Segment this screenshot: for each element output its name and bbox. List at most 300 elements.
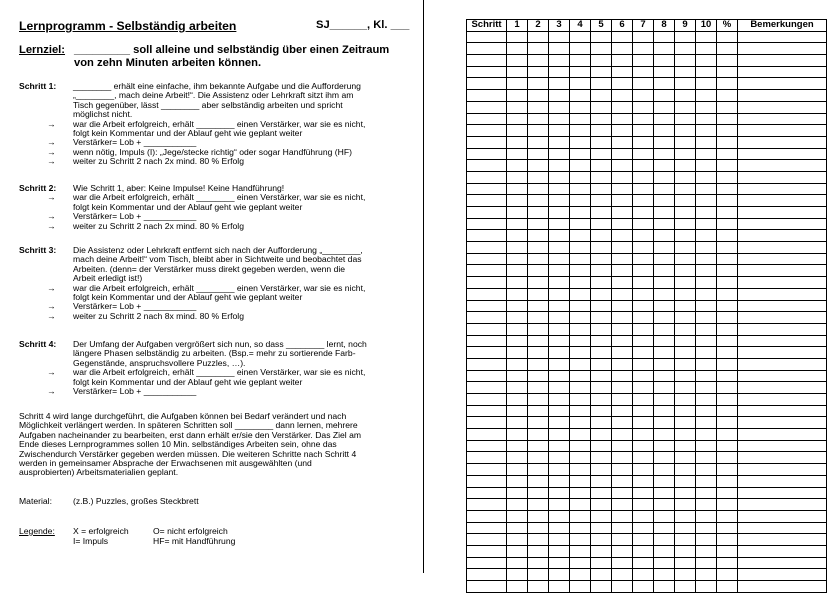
- table-cell[interactable]: [738, 335, 827, 347]
- table-cell[interactable]: [675, 253, 696, 265]
- table-cell[interactable]: [528, 335, 549, 347]
- table-cell[interactable]: [696, 113, 717, 125]
- table-cell[interactable]: [612, 125, 633, 137]
- table-cell[interactable]: [696, 300, 717, 312]
- table-cell[interactable]: [467, 288, 507, 300]
- table-cell[interactable]: [717, 300, 738, 312]
- table-cell[interactable]: [633, 358, 654, 370]
- table-cell[interactable]: [570, 218, 591, 230]
- table-cell[interactable]: [612, 288, 633, 300]
- table-cell[interactable]: [507, 323, 528, 335]
- table-cell[interactable]: [591, 55, 612, 67]
- table-cell[interactable]: [738, 242, 827, 254]
- table-cell[interactable]: [738, 230, 827, 242]
- table-cell[interactable]: [654, 136, 675, 148]
- table-cell[interactable]: [528, 382, 549, 394]
- table-cell[interactable]: [549, 487, 570, 499]
- table-cell[interactable]: [717, 43, 738, 55]
- table-cell[interactable]: [507, 300, 528, 312]
- table-cell[interactable]: [570, 557, 591, 569]
- table-cell[interactable]: [633, 499, 654, 511]
- table-cell[interactable]: [675, 148, 696, 160]
- table-cell[interactable]: [549, 113, 570, 125]
- table-cell[interactable]: [528, 300, 549, 312]
- table-cell[interactable]: [612, 569, 633, 581]
- table-cell[interactable]: [738, 300, 827, 312]
- table-cell[interactable]: [507, 230, 528, 242]
- table-cell[interactable]: [654, 265, 675, 277]
- table-cell[interactable]: [675, 581, 696, 593]
- table-cell[interactable]: [507, 207, 528, 219]
- table-cell[interactable]: [612, 160, 633, 172]
- table-cell[interactable]: [738, 207, 827, 219]
- table-cell[interactable]: [591, 394, 612, 406]
- table-cell[interactable]: [633, 417, 654, 429]
- table-cell[interactable]: [549, 557, 570, 569]
- table-cell[interactable]: [549, 475, 570, 487]
- table-cell[interactable]: [675, 323, 696, 335]
- table-cell[interactable]: [696, 510, 717, 522]
- table-cell[interactable]: [528, 148, 549, 160]
- table-cell[interactable]: [612, 581, 633, 593]
- table-cell[interactable]: [507, 31, 528, 43]
- table-cell[interactable]: [654, 487, 675, 499]
- table-cell[interactable]: [696, 429, 717, 441]
- table-cell[interactable]: [717, 370, 738, 382]
- table-cell[interactable]: [467, 522, 507, 534]
- table-cell[interactable]: [528, 125, 549, 137]
- table-cell[interactable]: [612, 136, 633, 148]
- table-cell[interactable]: [591, 464, 612, 476]
- table-cell[interactable]: [591, 557, 612, 569]
- table-cell[interactable]: [507, 125, 528, 137]
- table-cell[interactable]: [633, 464, 654, 476]
- table-cell[interactable]: [528, 510, 549, 522]
- table-cell[interactable]: [507, 195, 528, 207]
- table-cell[interactable]: [528, 440, 549, 452]
- table-cell[interactable]: [633, 452, 654, 464]
- table-cell[interactable]: [467, 382, 507, 394]
- table-cell[interactable]: [612, 277, 633, 289]
- table-cell[interactable]: [675, 370, 696, 382]
- table-cell[interactable]: [633, 31, 654, 43]
- table-cell[interactable]: [612, 417, 633, 429]
- table-cell[interactable]: [612, 347, 633, 359]
- table-cell[interactable]: [717, 136, 738, 148]
- table-cell[interactable]: [570, 510, 591, 522]
- table-cell[interactable]: [467, 510, 507, 522]
- table-cell[interactable]: [591, 510, 612, 522]
- table-cell[interactable]: [528, 405, 549, 417]
- table-cell[interactable]: [717, 499, 738, 511]
- table-cell[interactable]: [654, 417, 675, 429]
- table-cell[interactable]: [591, 218, 612, 230]
- table-cell[interactable]: [467, 101, 507, 113]
- table-cell[interactable]: [467, 31, 507, 43]
- table-cell[interactable]: [467, 358, 507, 370]
- table-cell[interactable]: [570, 335, 591, 347]
- table-cell[interactable]: [738, 452, 827, 464]
- table-cell[interactable]: [467, 440, 507, 452]
- table-cell[interactable]: [507, 534, 528, 546]
- table-cell[interactable]: [696, 55, 717, 67]
- table-cell[interactable]: [633, 557, 654, 569]
- table-cell[interactable]: [612, 218, 633, 230]
- table-cell[interactable]: [717, 464, 738, 476]
- table-cell[interactable]: [549, 136, 570, 148]
- table-cell[interactable]: [570, 300, 591, 312]
- table-cell[interactable]: [467, 300, 507, 312]
- table-cell[interactable]: [467, 207, 507, 219]
- table-cell[interactable]: [549, 358, 570, 370]
- table-cell[interactable]: [654, 277, 675, 289]
- table-cell[interactable]: [633, 148, 654, 160]
- table-cell[interactable]: [549, 195, 570, 207]
- table-cell[interactable]: [738, 265, 827, 277]
- table-cell[interactable]: [654, 335, 675, 347]
- table-cell[interactable]: [612, 171, 633, 183]
- table-cell[interactable]: [467, 160, 507, 172]
- table-cell[interactable]: [612, 464, 633, 476]
- table-cell[interactable]: [591, 429, 612, 441]
- table-cell[interactable]: [549, 499, 570, 511]
- table-cell[interactable]: [696, 160, 717, 172]
- table-cell[interactable]: [633, 370, 654, 382]
- table-cell[interactable]: [717, 113, 738, 125]
- table-cell[interactable]: [738, 218, 827, 230]
- table-cell[interactable]: [612, 394, 633, 406]
- table-cell[interactable]: [467, 394, 507, 406]
- table-cell[interactable]: [591, 125, 612, 137]
- table-cell[interactable]: [654, 90, 675, 102]
- table-cell[interactable]: [717, 160, 738, 172]
- table-cell[interactable]: [570, 464, 591, 476]
- table-cell[interactable]: [549, 90, 570, 102]
- table-cell[interactable]: [467, 277, 507, 289]
- table-cell[interactable]: [717, 335, 738, 347]
- table-cell[interactable]: [696, 31, 717, 43]
- table-cell[interactable]: [717, 242, 738, 254]
- table-cell[interactable]: [633, 288, 654, 300]
- table-cell[interactable]: [696, 452, 717, 464]
- table-cell[interactable]: [528, 253, 549, 265]
- table-cell[interactable]: [570, 382, 591, 394]
- table-cell[interactable]: [696, 171, 717, 183]
- table-cell[interactable]: [738, 487, 827, 499]
- table-cell[interactable]: [528, 394, 549, 406]
- table-cell[interactable]: [549, 452, 570, 464]
- table-cell[interactable]: [549, 581, 570, 593]
- table-cell[interactable]: [696, 78, 717, 90]
- table-cell[interactable]: [696, 370, 717, 382]
- table-cell[interactable]: [654, 230, 675, 242]
- table-cell[interactable]: [591, 569, 612, 581]
- table-cell[interactable]: [591, 160, 612, 172]
- table-cell[interactable]: [591, 66, 612, 78]
- table-cell[interactable]: [675, 160, 696, 172]
- table-cell[interactable]: [591, 195, 612, 207]
- table-cell[interactable]: [612, 31, 633, 43]
- table-cell[interactable]: [654, 195, 675, 207]
- table-cell[interactable]: [675, 569, 696, 581]
- table-cell[interactable]: [612, 335, 633, 347]
- table-cell[interactable]: [738, 148, 827, 160]
- table-cell[interactable]: [654, 183, 675, 195]
- table-cell[interactable]: [528, 277, 549, 289]
- table-cell[interactable]: [696, 358, 717, 370]
- table-cell[interactable]: [654, 569, 675, 581]
- table-cell[interactable]: [633, 160, 654, 172]
- table-cell[interactable]: [507, 113, 528, 125]
- table-cell[interactable]: [696, 581, 717, 593]
- table-cell[interactable]: [717, 452, 738, 464]
- table-cell[interactable]: [612, 522, 633, 534]
- table-cell[interactable]: [738, 195, 827, 207]
- table-cell[interactable]: [591, 230, 612, 242]
- table-cell[interactable]: [675, 557, 696, 569]
- table-cell[interactable]: [696, 557, 717, 569]
- table-cell[interactable]: [738, 136, 827, 148]
- table-cell[interactable]: [549, 300, 570, 312]
- table-cell[interactable]: [570, 417, 591, 429]
- table-cell[interactable]: [633, 475, 654, 487]
- table-cell[interactable]: [467, 148, 507, 160]
- table-cell[interactable]: [696, 569, 717, 581]
- table-cell[interactable]: [467, 171, 507, 183]
- table-cell[interactable]: [675, 242, 696, 254]
- table-cell[interactable]: [696, 288, 717, 300]
- table-cell[interactable]: [549, 55, 570, 67]
- table-cell[interactable]: [612, 78, 633, 90]
- table-cell[interactable]: [633, 394, 654, 406]
- table-cell[interactable]: [717, 557, 738, 569]
- table-cell[interactable]: [570, 66, 591, 78]
- table-cell[interactable]: [633, 218, 654, 230]
- table-cell[interactable]: [717, 90, 738, 102]
- table-cell[interactable]: [675, 55, 696, 67]
- table-cell[interactable]: [528, 113, 549, 125]
- table-cell[interactable]: [507, 370, 528, 382]
- table-cell[interactable]: [738, 417, 827, 429]
- table-cell[interactable]: [696, 230, 717, 242]
- table-cell[interactable]: [612, 265, 633, 277]
- table-cell[interactable]: [675, 171, 696, 183]
- table-cell[interactable]: [675, 125, 696, 137]
- table-cell[interactable]: [738, 370, 827, 382]
- table-cell[interactable]: [570, 358, 591, 370]
- table-cell[interactable]: [612, 499, 633, 511]
- table-cell[interactable]: [738, 429, 827, 441]
- table-cell[interactable]: [654, 452, 675, 464]
- table-cell[interactable]: [654, 207, 675, 219]
- table-cell[interactable]: [528, 429, 549, 441]
- table-cell[interactable]: [570, 452, 591, 464]
- table-cell[interactable]: [612, 429, 633, 441]
- table-cell[interactable]: [549, 569, 570, 581]
- table-cell[interactable]: [738, 101, 827, 113]
- table-cell[interactable]: [549, 440, 570, 452]
- table-cell[interactable]: [507, 382, 528, 394]
- table-cell[interactable]: [507, 394, 528, 406]
- table-cell[interactable]: [467, 265, 507, 277]
- table-cell[interactable]: [633, 534, 654, 546]
- table-cell[interactable]: [549, 429, 570, 441]
- table-cell[interactable]: [696, 136, 717, 148]
- table-cell[interactable]: [654, 148, 675, 160]
- table-cell[interactable]: [654, 171, 675, 183]
- table-cell[interactable]: [717, 31, 738, 43]
- table-cell[interactable]: [738, 545, 827, 557]
- table-cell[interactable]: [675, 347, 696, 359]
- table-cell[interactable]: [696, 218, 717, 230]
- table-cell[interactable]: [717, 487, 738, 499]
- table-cell[interactable]: [528, 183, 549, 195]
- table-cell[interactable]: [696, 394, 717, 406]
- table-cell[interactable]: [528, 545, 549, 557]
- table-cell[interactable]: [549, 218, 570, 230]
- table-cell[interactable]: [467, 417, 507, 429]
- table-cell[interactable]: [591, 417, 612, 429]
- table-cell[interactable]: [738, 55, 827, 67]
- table-cell[interactable]: [717, 522, 738, 534]
- table-cell[interactable]: [675, 487, 696, 499]
- table-cell[interactable]: [738, 78, 827, 90]
- table-cell[interactable]: [549, 522, 570, 534]
- table-cell[interactable]: [549, 370, 570, 382]
- table-cell[interactable]: [528, 581, 549, 593]
- table-cell[interactable]: [507, 171, 528, 183]
- table-cell[interactable]: [696, 475, 717, 487]
- table-cell[interactable]: [654, 510, 675, 522]
- table-cell[interactable]: [675, 405, 696, 417]
- table-cell[interactable]: [570, 499, 591, 511]
- table-cell[interactable]: [549, 171, 570, 183]
- table-cell[interactable]: [717, 417, 738, 429]
- table-cell[interactable]: [467, 195, 507, 207]
- table-cell[interactable]: [675, 136, 696, 148]
- table-cell[interactable]: [675, 101, 696, 113]
- table-cell[interactable]: [675, 288, 696, 300]
- table-cell[interactable]: [549, 183, 570, 195]
- table-cell[interactable]: [654, 125, 675, 137]
- table-cell[interactable]: [507, 475, 528, 487]
- table-cell[interactable]: [717, 534, 738, 546]
- table-cell[interactable]: [654, 113, 675, 125]
- table-cell[interactable]: [528, 43, 549, 55]
- table-cell[interactable]: [591, 253, 612, 265]
- table-cell[interactable]: [570, 370, 591, 382]
- table-cell[interactable]: [570, 522, 591, 534]
- table-cell[interactable]: [633, 300, 654, 312]
- table-cell[interactable]: [612, 545, 633, 557]
- table-cell[interactable]: [591, 183, 612, 195]
- table-cell[interactable]: [528, 452, 549, 464]
- table-cell[interactable]: [654, 358, 675, 370]
- table-cell[interactable]: [633, 487, 654, 499]
- table-cell[interactable]: [528, 464, 549, 476]
- table-cell[interactable]: [528, 101, 549, 113]
- table-cell[interactable]: [633, 78, 654, 90]
- table-cell[interactable]: [675, 218, 696, 230]
- table-cell[interactable]: [549, 382, 570, 394]
- table-cell[interactable]: [528, 534, 549, 546]
- table-cell[interactable]: [696, 90, 717, 102]
- table-cell[interactable]: [675, 90, 696, 102]
- table-cell[interactable]: [696, 207, 717, 219]
- table-cell[interactable]: [654, 312, 675, 324]
- table-cell[interactable]: [633, 323, 654, 335]
- table-cell[interactable]: [570, 569, 591, 581]
- table-cell[interactable]: [467, 464, 507, 476]
- table-cell[interactable]: [738, 31, 827, 43]
- table-cell[interactable]: [738, 475, 827, 487]
- table-cell[interactable]: [528, 499, 549, 511]
- table-cell[interactable]: [654, 382, 675, 394]
- table-cell[interactable]: [654, 545, 675, 557]
- table-cell[interactable]: [717, 475, 738, 487]
- table-cell[interactable]: [717, 440, 738, 452]
- table-cell[interactable]: [549, 394, 570, 406]
- table-cell[interactable]: [528, 66, 549, 78]
- table-cell[interactable]: [507, 183, 528, 195]
- table-cell[interactable]: [675, 43, 696, 55]
- table-cell[interactable]: [717, 382, 738, 394]
- table-cell[interactable]: [467, 581, 507, 593]
- table-cell[interactable]: [696, 417, 717, 429]
- table-cell[interactable]: [507, 55, 528, 67]
- table-cell[interactable]: [675, 31, 696, 43]
- table-cell[interactable]: [507, 545, 528, 557]
- table-cell[interactable]: [654, 43, 675, 55]
- table-cell[interactable]: [654, 78, 675, 90]
- table-cell[interactable]: [591, 358, 612, 370]
- table-cell[interactable]: [633, 277, 654, 289]
- table-cell[interactable]: [717, 101, 738, 113]
- table-cell[interactable]: [612, 230, 633, 242]
- table-cell[interactable]: [633, 253, 654, 265]
- table-cell[interactable]: [528, 487, 549, 499]
- table-cell[interactable]: [633, 207, 654, 219]
- table-cell[interactable]: [633, 136, 654, 148]
- table-cell[interactable]: [717, 195, 738, 207]
- table-cell[interactable]: [507, 78, 528, 90]
- table-cell[interactable]: [467, 66, 507, 78]
- table-cell[interactable]: [654, 288, 675, 300]
- table-cell[interactable]: [633, 335, 654, 347]
- table-cell[interactable]: [717, 394, 738, 406]
- table-cell[interactable]: [507, 277, 528, 289]
- table-cell[interactable]: [696, 43, 717, 55]
- table-cell[interactable]: [633, 545, 654, 557]
- table-cell[interactable]: [570, 78, 591, 90]
- table-cell[interactable]: [570, 171, 591, 183]
- table-cell[interactable]: [717, 288, 738, 300]
- table-cell[interactable]: [612, 452, 633, 464]
- table-cell[interactable]: [507, 66, 528, 78]
- table-cell[interactable]: [591, 300, 612, 312]
- table-cell[interactable]: [507, 464, 528, 476]
- table-cell[interactable]: [507, 90, 528, 102]
- table-cell[interactable]: [717, 171, 738, 183]
- table-cell[interactable]: [549, 545, 570, 557]
- table-cell[interactable]: [612, 183, 633, 195]
- table-cell[interactable]: [467, 323, 507, 335]
- table-cell[interactable]: [696, 183, 717, 195]
- table-cell[interactable]: [696, 277, 717, 289]
- table-cell[interactable]: [696, 335, 717, 347]
- table-cell[interactable]: [717, 78, 738, 90]
- table-cell[interactable]: [528, 569, 549, 581]
